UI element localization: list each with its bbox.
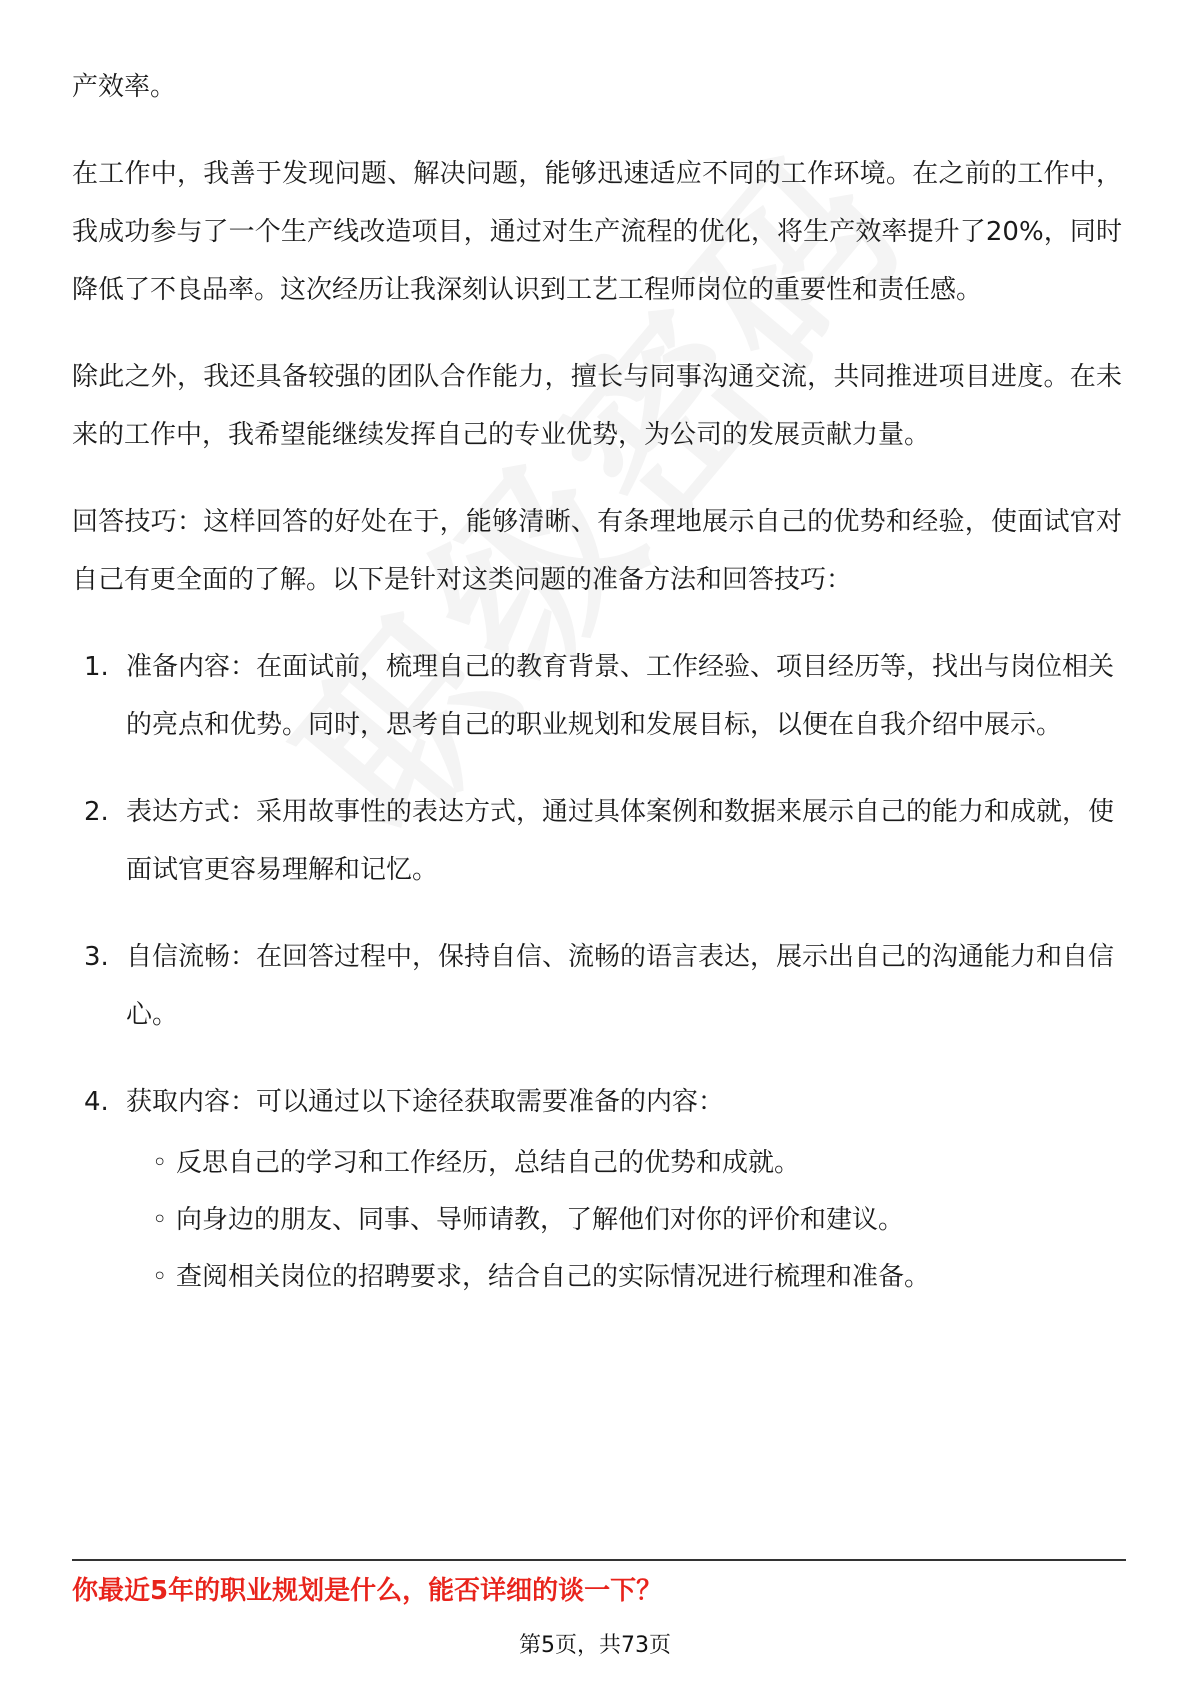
divider <box>72 1559 1126 1561</box>
bullet-icon: ◦ <box>152 1262 168 1292</box>
sub-list-item <box>72 1249 1122 1306</box>
list-number: 4. <box>84 1087 109 1117</box>
list-item <box>72 638 1122 754</box>
paragraph: 除此之外，我还具备较强的团队合作能力，擅长与同事沟通交流，共同推进项目进度。在未来的工作中，我希望能继续发挥自己的专业优势，为公司的发展贡献力量。 <box>72 362 1122 450</box>
sub-list-item <box>72 1135 1122 1192</box>
list-item <box>72 1073 1122 1131</box>
bullet-icon: ◦ <box>152 1205 168 1235</box>
sub-list-item-text: 反思自己的学习和工作经历，总结自己的优势和成就。 <box>176 1148 801 1178</box>
page-content <box>72 58 1122 1306</box>
sub-list <box>72 1135 1122 1306</box>
sub-list-item <box>72 1192 1122 1249</box>
next-question-heading: 你最近5年的职业规划是什么，能否详细的谈一下？ <box>72 1576 663 1606</box>
paragraph: 回答技巧：这样回答的好处在于，能够清晰、有条理地展示自己的优势和经验，使面试官对自己有更全面的了解。以下是针对这类问题的准备方法和回答技巧： <box>72 507 1122 595</box>
list-item-text: 自信流畅：在回答过程中，保持自信、流畅的语言表达，展示出自己的沟通能力和自信心。 <box>126 942 1115 1030</box>
list-item-text: 获取内容：可以通过以下途径获取需要准备的内容： <box>126 1087 725 1117</box>
sub-list-item-text: 向身边的朋友、同事、导师请教，了解他们对你的评价和建议。 <box>176 1205 905 1235</box>
paragraph: 产效率。 <box>72 72 177 102</box>
list-number: 2. <box>84 797 109 827</box>
list-item <box>72 783 1122 899</box>
list-item-text: 准备内容：在面试前，梳理自己的教育背景、工作经验、项目经历等，找出与岗位相关的亮点和优势。同时，思考自己的职业规划和发展目标，以便在自我介绍中展示。 <box>126 652 1115 740</box>
paragraph: 在工作中，我善于发现问题、解决问题，能够迅速适应不同的工作环境。在之前的工作中，我成功参与了一个生产线改造项目，通过对生产流程的优化，将生产效率提升了20%，同时降低了不良品率。这次经历让我深刻认识到工艺工程师岗位的重要性和责任感。 <box>72 159 1122 305</box>
bullet-icon: ◦ <box>152 1148 168 1178</box>
page-number: 第5页，共73页 <box>519 1633 671 1658</box>
list-number: 3. <box>84 942 109 972</box>
list-item-text: 表达方式：采用故事性的表达方式，通过具体案例和数据来展示自己的能力和成就，使面试官更容易理解和记忆。 <box>126 797 1115 885</box>
list-item <box>72 928 1122 1044</box>
sub-list-item-text: 查阅相关岗位的招聘要求，结合自己的实际情况进行梳理和准备。 <box>176 1262 931 1292</box>
list-number: 1. <box>84 652 109 682</box>
